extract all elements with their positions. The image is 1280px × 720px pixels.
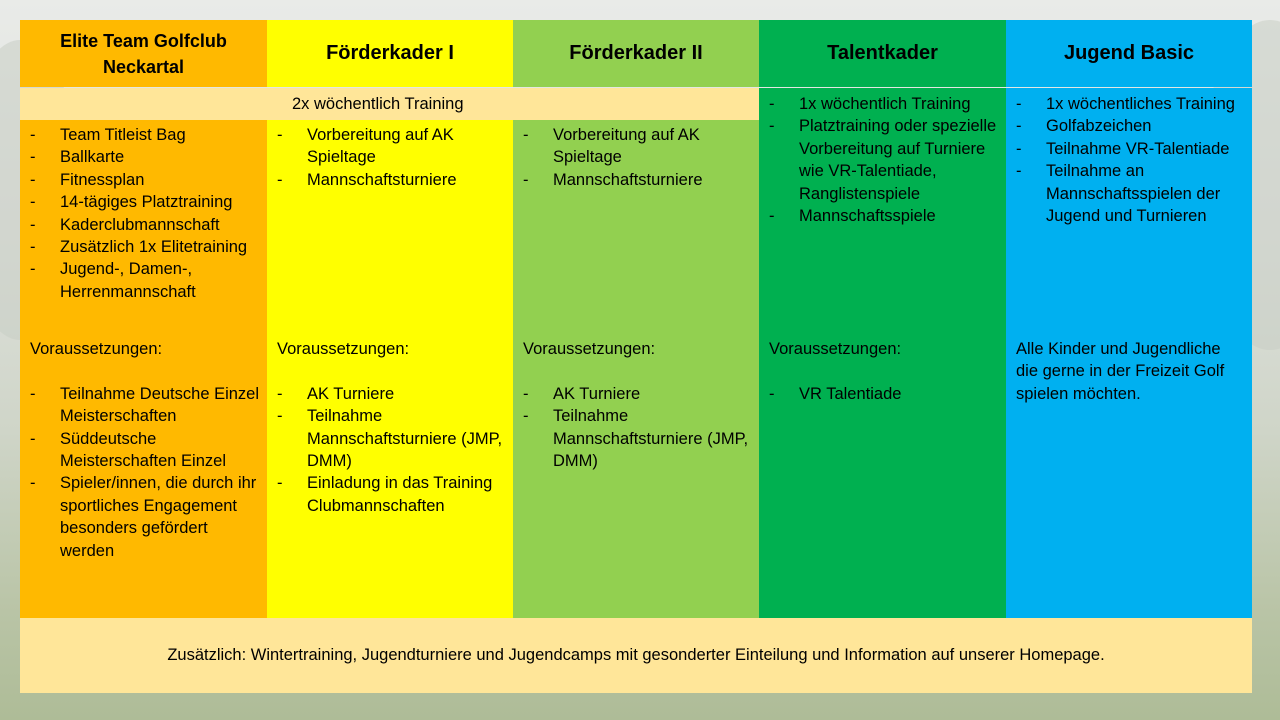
column-header-elite-team [20,20,267,87]
column-body-elite-team [20,120,267,618]
benefits-list [769,93,1000,227]
requirements-list [523,383,753,473]
requirements-block [277,338,507,517]
shared-training-band: 2x wöchentlich Training [20,88,759,120]
column-title: Förderkader I [326,42,454,64]
list-item: - Einladung in das Training Clubmannschaften [277,472,507,517]
list-item: - AK Turniere [277,383,507,405]
list-item: - Zusätzlich 1x Elitetraining [30,236,261,258]
list-item: - 1x wöchentliches Training [1016,93,1246,115]
requirements-label: Voraussetzungen: [523,340,656,358]
benefits-list [1016,93,1246,227]
requirements-block [30,338,261,562]
list-item: - Teilnahme an Mannschaftsspielen der Jugend und Turnieren [1016,160,1246,227]
list-item: - Vorbereitung auf AK Spieltage [523,124,753,169]
list-item: - Mannschaftsturniere [523,169,753,191]
list-item: - Platztraining oder spezielle Vorbereitung auf Turniere wie VR-Talentiade, Ranglistenspiele [769,115,1000,205]
list-item: - Golfabzeichen [1016,115,1246,137]
footer-note-band [20,618,1252,693]
column-title: Elite Team Golfclub Neckartal [60,30,227,77]
list-item: - 1x wöchentlich Training [769,93,1000,115]
list-item: - 14-tägiges Platztraining [30,191,261,213]
list-item: - Mannschaftsspiele [769,205,1000,227]
column-body-foerderkader-1 [267,120,513,618]
column-title: Talentkader [827,42,938,64]
requirements-list [30,383,261,562]
requirements-list [769,383,1000,405]
list-item: - Fitnessplan [30,169,261,191]
list-item: - Team Titleist Bag [30,124,261,146]
requirements-text: Alle Kinder und Jugendliche die gerne in der Freizeit Golf spielen möchten. [1016,340,1225,403]
requirements-block [769,338,1000,405]
requirements-label: Voraussetzungen: [277,340,410,358]
list-item: - Jugend-, Damen-, Herrenmannschaft [30,258,261,303]
list-item: - AK Turniere [523,383,753,405]
list-item: - Spieler/innen, die durch ihr sportliches Engagement besonders gefördert werden [30,472,261,562]
column-body-jugend-basic [1006,88,1252,618]
column-header-foerderkader-2 [513,20,759,87]
column-title: Förderkader II [569,42,703,64]
requirements-list [277,383,507,517]
benefits-list [30,124,261,303]
requirements-block [523,338,753,472]
benefits-list [523,124,753,191]
column-header-foerderkader-1 [267,20,513,87]
benefits-list [277,124,507,191]
column-body-talentkader [759,88,1006,618]
column-body-foerderkader-2 [513,120,759,618]
list-item: - Kaderclubmannschaft [30,214,261,236]
list-item: - Vorbereitung auf AK Spieltage [277,124,507,169]
requirements-label: Voraussetzungen: [30,340,163,358]
list-item: - Teilnahme Deutsche Einzel Meisterschaften [30,383,261,428]
column-title: Jugend Basic [1063,42,1195,64]
list-item: - Teilnahme Mannschaftsturniere (JMP, DMM) [277,405,507,472]
list-item: - VR Talentiade [769,383,1000,405]
list-item: - Süddeutsche Meisterschaften Einzel [30,428,261,473]
list-item: - Ballkarte [30,146,261,168]
footer-note: Zusätzlich: Wintertraining, Jugendturniere und Jugendcamps mit gesonderter Einteilung und Information auf unserer Homepage. [167,646,1105,664]
list-item: - Teilnahme Mannschaftsturniere (JMP, DMM) [523,405,753,472]
column-header-talentkader [759,20,1006,87]
list-item: - Teilnahme VR-Talentiade [1016,138,1246,160]
requirements-block [1016,338,1246,405]
list-item: - Mannschaftsturniere [277,169,507,191]
requirements-label: Voraussetzungen: [769,340,902,358]
column-header-jugend-basic [1006,20,1252,87]
